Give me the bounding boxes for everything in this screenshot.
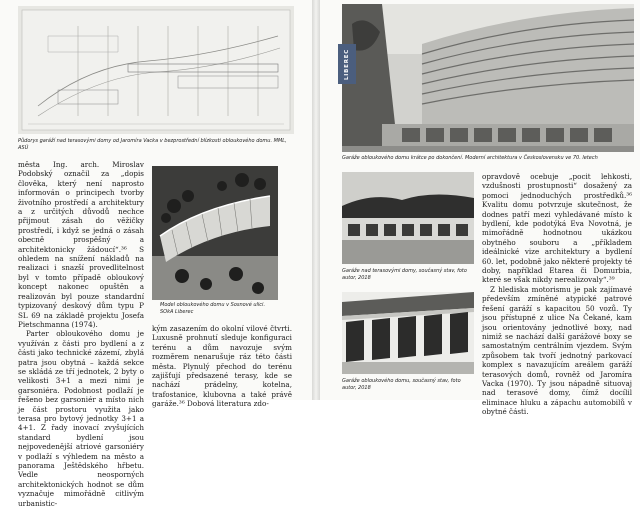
plan-caption: Půdorys garáží nad terasovými domy od Jaromíra Vacka v bezprostřední blízkosti obloukového domu. MML, ASÚ [18,138,287,151]
page-gutter [312,0,320,400]
terrace-garages-photo [342,172,474,264]
garage-plan-drawing [18,6,294,134]
paragraph: města Ing. arch. Miroslav Podobský označil za „dopis člověka, který není naprosto informován o principech tvorby životního prostředí a architektury a z určitých důvodů nechce přijmout zásah do věžičky prostředí, i když se jedná o zásah obecně prospěšný a architektonicky žádoucí“.³⁶ S ohledem na snížení nákladů na realizaci i snazší provedlitelnost byl v tomto případě obloukový koncept nakonec opuštěn a realizován byl pouze standardní typizovaný deskový dům typu P SL 69 na základě projektu Josefa Pietschmanna (1974). [18,160,144,329]
left-page [0,0,312,508]
curved-house-photo [342,4,634,152]
curved-house-caption: Garáže obloukového domu krátce po dokončení. Moderní architektura v Československu ve 70. letech [342,155,598,161]
current-garages-photo [342,292,474,374]
left-text-column-2 [152,324,292,409]
paragraph: opravdově ocebuje „pocit lehkosti, vzdušnosti prostupnosti“ dosažený za pomoci jednoduchých prostředků.³⁶ Kvalitu domu potvrzuje skutečnost, že dodnes patří mezi vyhledávané místo k bydlení, kde podotýká Eva Novotná, je mimořádně hodnotnou ukázkou obytného souboru a „příkladem ideálnické vize architektury a bydlení 60. let, podobně jako některé projekty té doby, například Etarea či Domurbia, které se však nikdy nerealizovaly“.³⁹ [482,172,632,285]
paragraph: kým zasazením do okolní vilové čtvrti. Luxusně prohnutí sleduje konfiguraci terénu a dům navozuje svým rozměrem nenarušuje ráz této části města. Plynulý přechod do terénu zajišťují předsazené terasy, kde se nachází prádelny, kotelna, trafostanice, klubovna a také právě garáže.³⁶ Dobová literatura zdo- [152,324,292,409]
paragraph: Parter obloukového domu je využíván z části pro bydlení a z části jako technické zázemí, zbylá patra jsou obytná – každá sekce se skládá ze tří jednotek, 2 byty o velikosti 3+1 a mezi nimi je garsoniéra. Podobnost podlaží je řešeno bez garsoniér a místo nich je část prostoru využita jako terasa pro bytový jednotky 3+1 a 4+1. Z řady inovací zvyšujících standard bydlení jsou nejpovedenější atriové garsoniéry v podlaží s výhledem na město a panorama Ještědského hřbetu. Vedle neosporných architektonických hodnot se dům vyznačuje mimořádně citlivým urbanistic- [18,329,144,508]
paragraph: Z hlediska motorismu je pak zajímavé především zmíněné atypické patrové řešení garáží s kapacitou 50 vozů. Ty jsou přístupné z ulice Na Čekané, kam jsou orientovány jednotlivé boxy, nad nimiž se nachází další garážové boxy se samostatným centrálním vjezdem. Svým způsobem tak tvoří jednotný parkovací komplex s navazujícím areálem garáží terasových domů, rovněž od Jaromíra Vacka (1970). Ty jsou nápadně situovaj nad terasové domy, čímž docílil eliminace hluku a zápachu automobilů v obytné části. [482,284,632,417]
terrace-garages-caption: Garáže nad terasovými domy, současný stav, foto autor, 2018 [342,268,467,281]
left-text-column-1 [18,160,144,508]
model-caption: Model obloukového domu v Sosnové ulici. SOkA Liberec [160,302,266,315]
current-garages-caption: Garáže obloukového domu, současný stav, foto autor, 2018 [342,378,461,391]
section-tab: LIBEREC [338,44,356,84]
building-model-photo [152,166,278,300]
right-text-column [482,172,632,417]
right-page [320,0,640,417]
